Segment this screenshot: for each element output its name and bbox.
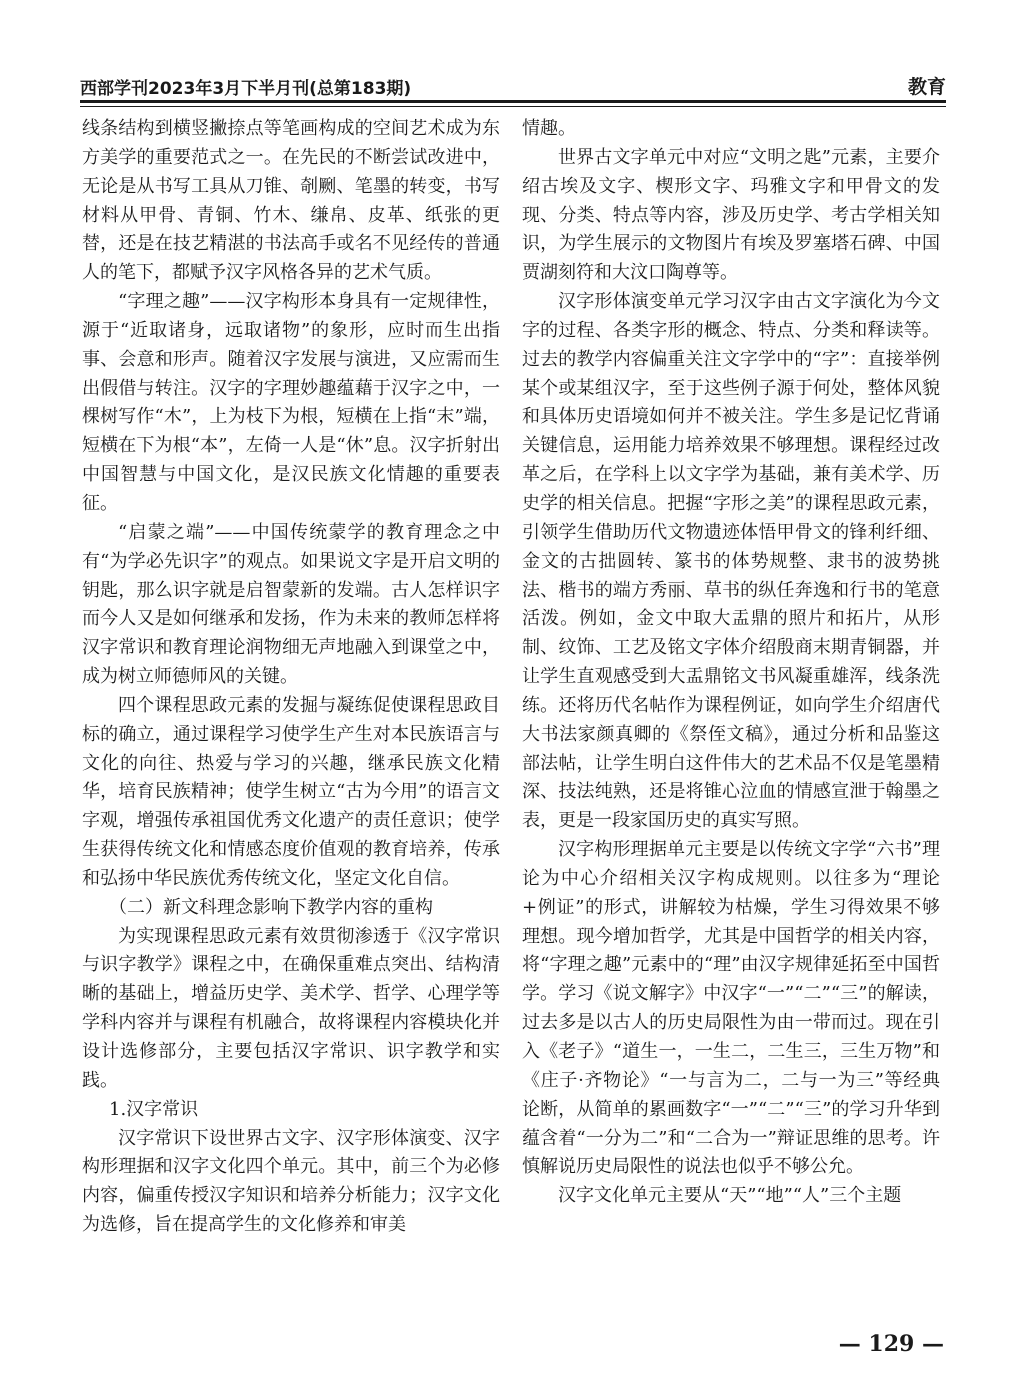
section-heading: （二）新文科理念影响下教学内容的重构 [109,896,433,918]
left-column [82,115,500,1240]
right-column [522,115,940,1211]
paragraph: “字理之趣”——汉字构形本身具有一定规律性，源于“近取诸身，远取诸物”的象形，应时而生出指事、会意和形声。随着汉字发展与演进，又应需而生出假借与转注。汉字的字理妙趣蕴藉于汉字之中，一棵树写作“木”，上为枝下为根，短横在上指“末”端，短横在下为根“本”，左倚一人是“休”息。汉字折射出中国智慧与中国文化，是汉民族文化情趣的重要表征。 [82,291,500,514]
page-number: — 129 — [838,1331,944,1357]
paragraph: 世界古文字单元中对应“文明之匙”元素，主要介绍古埃及文字、楔形文字、玛雅文字和甲骨文的发现、分类、特点等内容，涉及历史学、考古学相关知识，为学生展示的文物图片有埃及罗塞塔石碑、中国贾湖刻符和大汶口陶尊等。 [522,146,940,284]
running-header [80,70,946,100]
paragraph: 汉字构形理据单元主要是以传统文字学“六书”理论为中心介绍相关汉字构成规则。以往多为“理论+例证”的形式，讲解较为枯燥，学生习得效果不够理想。现今增加哲学，尤其是中国哲学的相关内容，将“字理之趣”元素中的“理”由汉字规律延拓至中国哲学。学习《说文解字》中汉字“一”“二”“三”的解读，过去多是以古人的历史局限性为由一带而过。现在引入《老子》“道生一，一生二，二生三，三生万物”和《庄子·齐物论》“一与言为二，二与一为三”等经典论断，从简单的累画数字“一”“二”“三”的学习升华到蕴含着“一分为二”和“二合为一”辩证思维的思考。许慎解说历史局限性的说法也似乎不够公允。 [522,839,940,1178]
paragraph: 为实现课程思政元素有效贯彻渗透于《汉字常识与识字教学》课程之中，在确保重难点突出、结构清晰的基础上，增益历史学、美术学、哲学、心理学等学科内容并与课程有机融合，故将课程内容模块化并设计选修部分，主要包括汉字常识、识字教学和实践。 [82,925,500,1091]
section-label: 教育 [907,76,946,98]
paragraph: 汉字形体演变单元学习汉字由古文字演化为今文字的过程、各类字形的概念、特点、分类和释读等。过去的教学内容偏重关注文字学中的“字”：直接举例某个或某组汉字，至于这些例子源于何处，整体风貌和具体历史语境如何并不被关注。学生多是记忆背诵关键信息，运用能力培养效果不够理想。课程经过改革之后，在学科上以文字学为基础，兼有美术学、历史学的相关信息。把握“字形之美”的课程思政元素，引领学生借助历代文物遗迹体悟甲骨文的锋利纤细、金文的古拙圆转、篆书的体势规整、隶书的波势挑法、楷书的端方秀丽、草书的纵任奔逸和行书的笔意活泼。例如，金文中取大盂鼎的照片和拓片，从形制、纹饰、工艺及铭文字体介绍殷商末期青铜器，并让学生直观感受到大盂鼎铭文书风凝重雄浑，线条洗练。还将历代名帖作为课程例证，如向学生介绍唐代大书法家颜真卿的《祭侄文稿》，通过分析和品鉴这部法帖，让学生明白这件伟大的艺术品不仅是笔墨精深、技法纯熟，还是将锥心泣血的情感宣泄于翰墨之表，更是一段家国历史的真实写照。 [522,291,940,832]
journal-issue-title: 西部学刊2023年3月下半月刊(总第183期) [80,79,412,99]
paragraph: “启蒙之端”——中国传统蒙学的教育理念之中有“为学必先识字”的观点。如果说文字是开启文明的钥匙，那么识字就是启智蒙新的发端。古人怎样识字而今人又是如何继承和发扬，作为未来的教师怎样将汉字常识和教育理论润物细无声地融入到课堂之中，成为树立师德师风的关键。 [82,521,500,688]
paragraph: 线条结构到横竖撇捺点等笔画构成的空间艺术成为东方美学的重要范式之一。在先民的不断尝试改进中，无论是从书写工具从刀锥、剞劂、笔墨的转变，书写材料从甲骨、青铜、竹木、缣帛、皮革、纸张的更替，还是在技艺精湛的书法高手或名不见经传的普通人的笔下，都赋予汉字风格各异的艺术气质。 [82,118,500,284]
paragraph: 汉字文化单元主要从“天”“地”“人”三个主题 [558,1185,902,1207]
header-rule-thin [80,106,946,107]
subsection-heading: 1.汉字常识 [109,1098,199,1120]
paragraph: 四个课程思政元素的发掘与凝练促使课程思政目标的确立，通过课程学习使学生产生对本民族语言与文化的向往、热爱与学习的兴趣，继承民族文化精华，培育民族精神；使学生树立“古为今用”的语言文字观，增强传承祖国优秀文化遗产的责任意识；使学生获得传统文化和情感态度价值观的教育培养，传承和弘扬中华民族优秀传统文化，坚定文化自信。 [82,694,500,889]
paragraph: 汉字常识下设世界古文字、汉字形体演变、汉字构形理据和汉字文化四个单元。其中，前三个为必修内容，偏重传授汉字知识和培养分析能力；汉字文化为选修，旨在提高学生的文化修养和审美 [82,1127,500,1236]
header-rule-thick [80,100,946,103]
paragraph: 情趣。 [522,118,576,139]
